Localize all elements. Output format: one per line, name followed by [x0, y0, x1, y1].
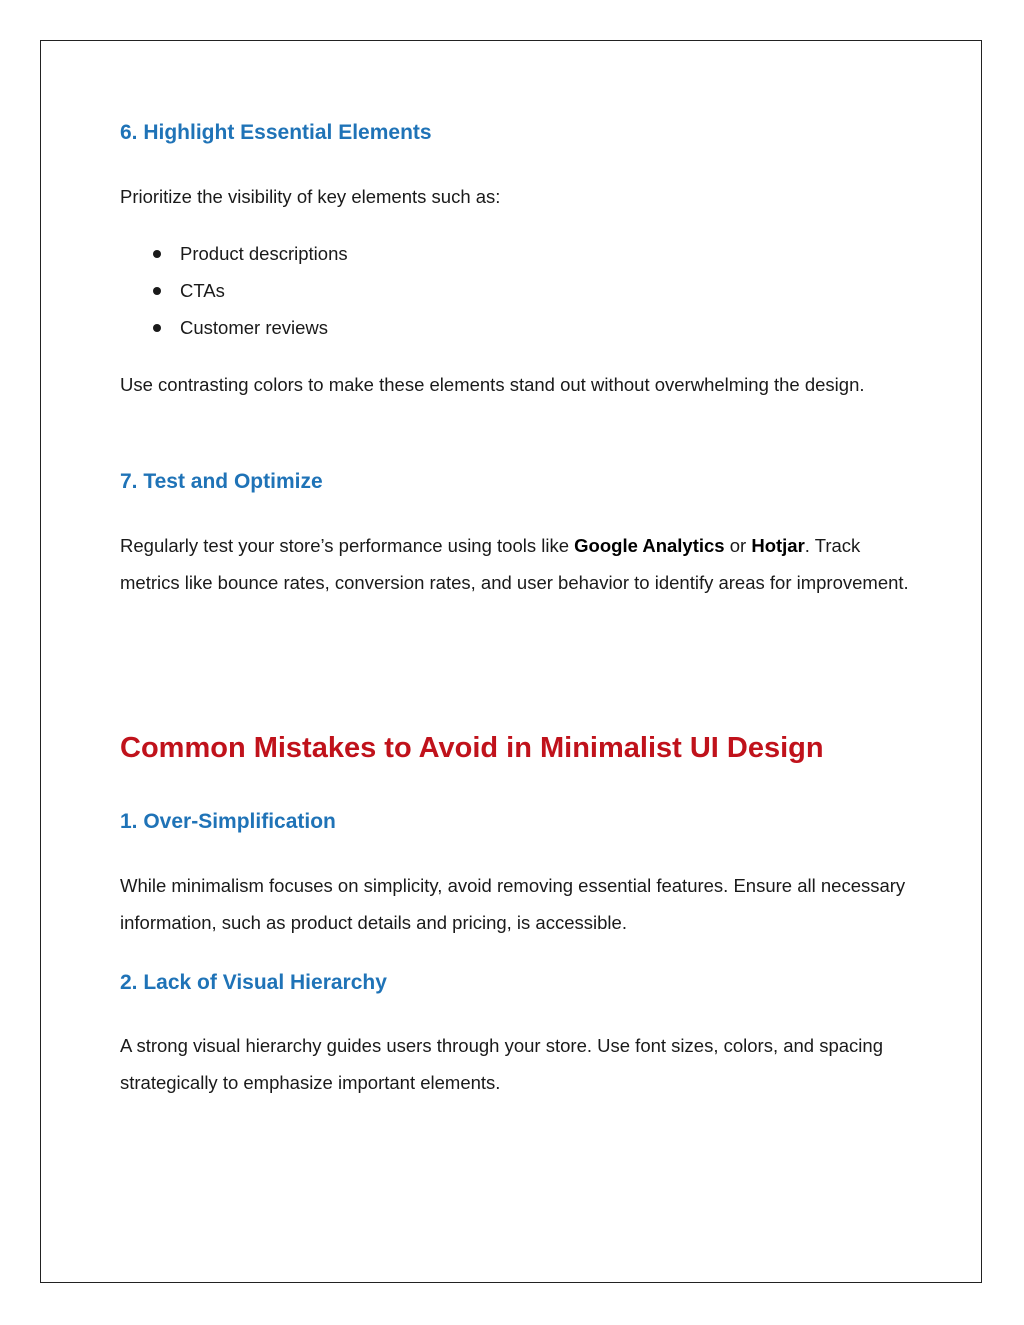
- section-6-heading: 6. Highlight Essential Elements: [120, 121, 432, 144]
- mistakes-heading: Common Mistakes to Avoid in Minimalist UI Design: [120, 732, 824, 764]
- mistake-1-heading: 1. Over-Simplification: [120, 810, 336, 833]
- bullet-icon: [153, 324, 161, 332]
- bullet-icon: [153, 287, 161, 295]
- list-item: [120, 309, 348, 346]
- key-elements-list: [120, 235, 348, 346]
- section-6-intro: Prioritize the visibility of key elements such as:: [120, 186, 501, 207]
- mistake-1-body: While minimalism focuses on simplicity, avoid removing essential features. Ensure all necessary information, such as product details and pricing, is accessible.: [120, 875, 906, 933]
- list-item-label: Product descriptions: [180, 243, 348, 264]
- bullet-icon: [153, 250, 161, 258]
- list-item: [120, 272, 348, 309]
- tool-name-hotjar: Hotjar: [751, 535, 805, 556]
- list-item: [120, 235, 348, 272]
- section-7-text-mid: or: [724, 535, 752, 556]
- section-7-text-before: Regularly test your store’s performance using tools like: [120, 535, 575, 556]
- list-item-label: Customer reviews: [180, 317, 329, 338]
- tool-name-google-analytics: Google Analytics: [574, 535, 725, 556]
- mistake-2-heading: 2. Lack of Visual Hierarchy: [120, 971, 387, 994]
- section-7-text-after: . Track metrics like bounce rates, conversion rates, and user behavior to identify areas for improvement.: [120, 535, 909, 593]
- list-item-label: CTAs: [180, 280, 225, 301]
- section-7-heading: 7. Test and Optimize: [120, 470, 323, 493]
- section-6-closing: Use contrasting colors to make these elements stand out without overwhelming the design.: [120, 374, 865, 395]
- section-7-body: [120, 527, 910, 601]
- mistake-2-body: A strong visual hierarchy guides users through your store. Use font sizes, colors, and spacing strategically to emphasize important elements.: [120, 1035, 883, 1093]
